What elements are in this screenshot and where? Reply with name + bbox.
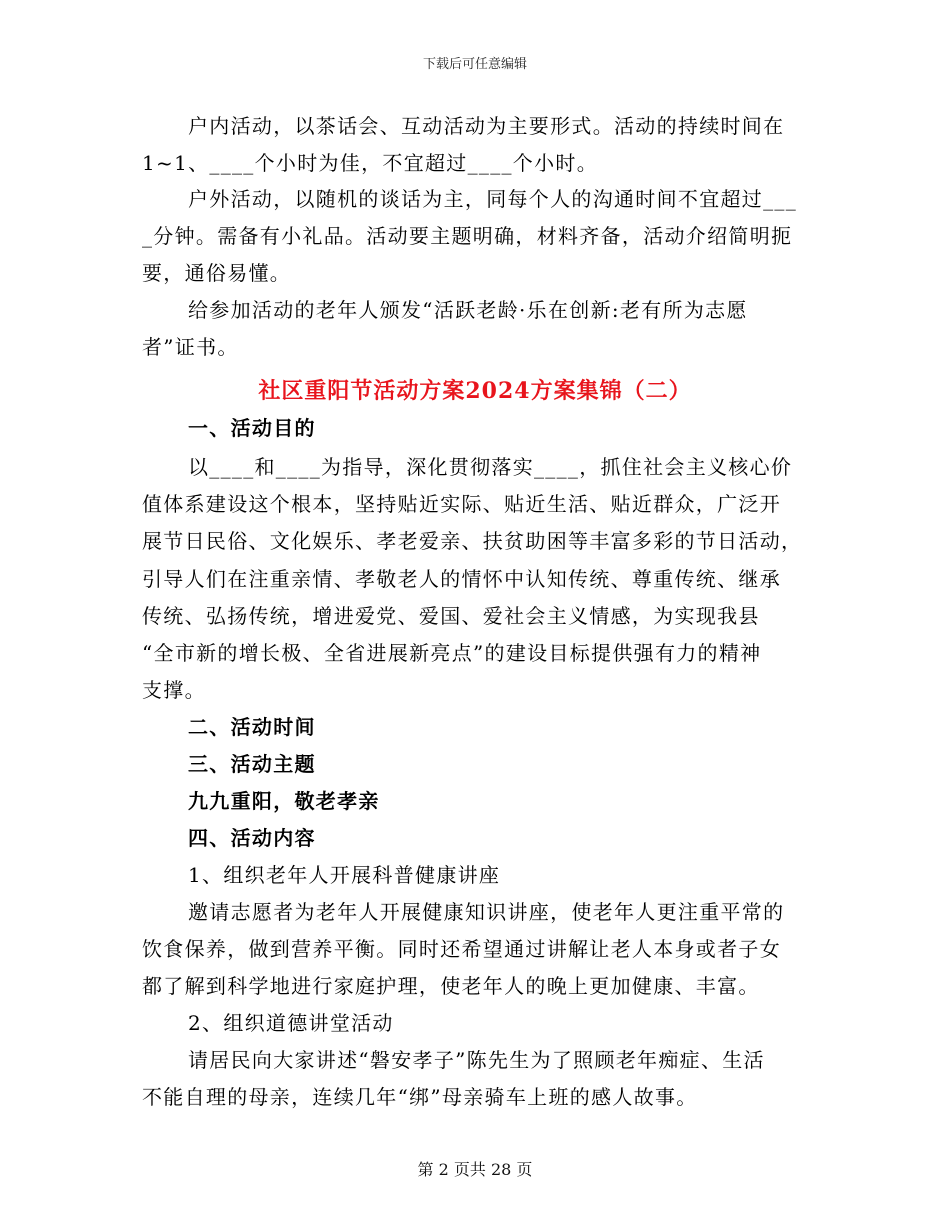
paragraph-line: _分钟。需备有小礼品。活动要主题明确，材料齐备，活动介绍简明扼 [142, 224, 793, 248]
page-footer: 第 2 页共 28 页 [417, 1160, 533, 1179]
paragraph-line: 请居民向大家讲述“磐安孝子”陈先生为了照顾老年痴症、生活 [188, 1048, 765, 1072]
paragraph-line: 引导人们在注重亲情、孝敬老人的情怀中认知传统、尊重传统、继承 [142, 567, 781, 591]
paragraph-line: 要，通俗易懂。 [142, 261, 292, 285]
section-heading: 一、活动目的 [188, 416, 316, 440]
list-item-heading: 1、组织老年人开展科普健康讲座 [188, 863, 501, 887]
paragraph-line: 以____和____为指导，深化贯彻落实____，抓住社会主义核心价 [188, 455, 793, 479]
paragraph-line: 不能自理的母亲，连续几年“绑”母亲骑车上班的感人故事。 [142, 1085, 698, 1109]
paragraph-line: 值体系建设这个根本，坚持贴近实际、贴近生活、贴近群众，广泛开 [142, 492, 781, 516]
list-item-heading: 2、组织道德讲堂活动 [188, 1011, 394, 1035]
paragraph-line: 支撑。 [142, 678, 206, 702]
section-heading: 二、活动时间 [188, 715, 316, 739]
section-title: 社区重阳节活动方案2024方案集锦（二） [258, 378, 692, 404]
section-heading: 三、活动主题 [188, 752, 316, 776]
section-heading: 四、活动内容 [188, 826, 316, 850]
paragraph-line: 都了解到科学地进行家庭护理，使老年人的晚上更加健康、丰富。 [142, 974, 760, 998]
paragraph-line: 展节日民俗、文化娱乐、孝老爱亲、扶贫助困等丰富多彩的节日活动， [142, 529, 803, 553]
paragraph-line: 邀请志愿者为老年人开展健康知识讲座，使老年人更注重平常的 [188, 900, 785, 924]
paragraph-line: 给参加活动的老年人颁发“活跃老龄·乐在创新:老有所为志愿 [188, 298, 748, 322]
paragraph-line: 饮食保养，做到营养平衡。同时还希望通过讲解让老人本身或者子女 [142, 937, 781, 961]
paragraph-line: 者”证书。 [142, 335, 239, 359]
paragraph-line: 1~1、____个小时为佳，不宜超过____个小时。 [142, 151, 599, 175]
paragraph-line: 传统、弘扬传统，增进爱党、爱国、爱社会主义情感，为实现我县 [142, 604, 760, 628]
section-heading: 九九重阳，敬老孝亲 [188, 789, 380, 813]
page-header: 下载后可任意编辑 [422, 57, 527, 72]
paragraph-line: 户外活动，以随机的谈话为主，同每个人的沟通时间不宜超过___ [188, 187, 797, 211]
paragraph-line: 户内活动，以茶话会、互动活动为主要形式。活动的持续时间在 [188, 114, 785, 138]
paragraph-line: “全市新的增长极、全省进展新亮点”的建设目标提供强有力的精神 [142, 641, 762, 665]
